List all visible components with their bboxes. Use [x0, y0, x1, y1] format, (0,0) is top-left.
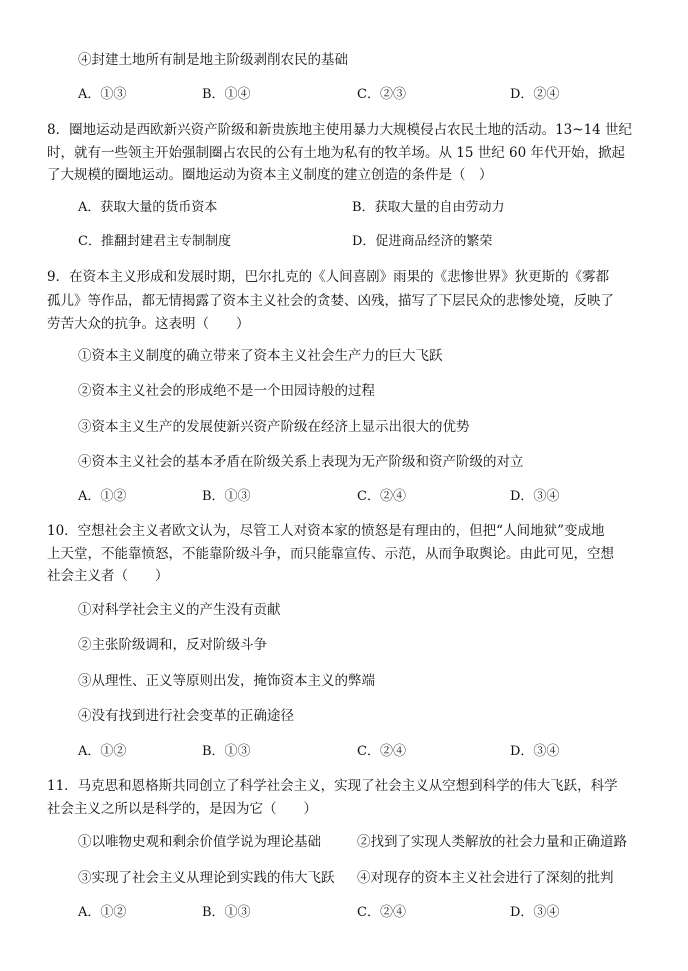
q10-statement-2: ②主张阶级调和，反对阶级斗争	[78, 637, 267, 653]
q9-option-a: A．①②	[78, 489, 127, 504]
q9-stem-line-1: 9．在资本主义形成和发展时期，巴尔扎克的《人间喜剧》雨果的《悲惨世界》狄更斯的《雾都	[47, 269, 610, 285]
q11-option-b: B．①③	[202, 905, 251, 920]
q9-statement-4: ④资本主义社会的基本矛盾在阶级关系上表现为无产阶级和资产阶级的对立	[78, 454, 524, 470]
q7-option-c: C．②③	[357, 87, 406, 102]
q7-option-b: B．①④	[202, 87, 251, 102]
q8-option-d: D．促进商品经济的繁荣	[352, 234, 493, 249]
q10-stem-line-1: 10．空想社会主义者欧文认为，尽管工人对资本家的愤怒是有理由的，但把“人间地狱”变成地	[47, 523, 605, 539]
q11-option-a: A．①②	[78, 905, 127, 920]
q11-stem-line-1: 11．马克思和恩格斯共同创立了科学社会主义，实现了社会主义从空想到科学的伟大飞跃，科学	[47, 778, 618, 794]
q10-statement-1: ①对科学社会主义的产生没有贡献	[78, 602, 281, 618]
q9-statement-2: ②资本主义社会的形成绝不是一个田园诗般的过程	[78, 383, 375, 399]
q9-stem-line-3: 劳苦大众的抗争。这表明（ ）	[47, 316, 250, 332]
q10-option-d: D．③④	[510, 744, 560, 759]
q10-statement-4: ④没有找到进行社会变革的正确途径	[78, 708, 294, 724]
q9-option-c: C．②④	[357, 489, 406, 504]
q7-option-d: D．②④	[510, 87, 560, 102]
q11-statement-4: ④对现存的资本主义社会进行了深刻的批判	[357, 870, 614, 886]
q8-option-c: C．推翻封建君主专制制度	[78, 234, 231, 249]
q10-option-b: B．①③	[202, 744, 251, 759]
q7-statement-4: ④封建土地所有制是地主阶级剥削农民的基础	[78, 52, 348, 68]
q11-option-d: D．③④	[510, 905, 560, 920]
q11-statement-3: ③实现了社会主义从理论到实践的伟大飞跃	[78, 870, 335, 886]
q11-option-c: C．②④	[357, 905, 406, 920]
q10-stem-line-3: 社会主义者（ ）	[47, 568, 169, 584]
q11-statement-2: ②找到了实现人类解放的社会力量和正确道路	[357, 834, 627, 850]
q9-statement-3: ③资本主义生产的发展使新兴资产阶级在经济上显示出很大的优势	[78, 419, 470, 435]
q10-option-c: C．②④	[357, 744, 406, 759]
q8-stem-line-2: 时，就有一些领主开始强制圈占农民的公有土地为私有的牧羊场。从 15 世纪 60 年代开始，掀起	[47, 145, 626, 161]
q9-stem-line-2: 孤儿》等作品，都无情揭露了资本主义社会的贪婪、凶残，描写了下层民众的悲惨处境，反映了	[47, 293, 614, 309]
q10-stem-line-2: 上天堂，不能靠愤怒，不能靠阶级斗争，而只能靠宣传、示范，从而争取舆论。由此可见，空想	[47, 546, 614, 562]
q10-option-a: A．①②	[78, 744, 127, 759]
q10-statement-3: ③从理性、正义等原则出发，掩饰资本主义的弊端	[78, 673, 375, 689]
q9-statement-1: ①资本主义制度的确立带来了资本主义社会生产力的巨大飞跃	[78, 348, 443, 364]
q8-option-a: A．获取大量的货币资本	[78, 200, 218, 215]
q7-option-a: A．①③	[78, 87, 127, 102]
q8-stem-line-1: 8．圈地运动是西欧新兴资产阶级和新贵族地主使用暴力大规模侵占农民土地的活动。13~14 世纪	[47, 122, 633, 138]
q8-option-b: B．获取大量的自由劳动力	[352, 200, 505, 215]
q9-option-b: B．①③	[202, 489, 251, 504]
q11-stem-line-2: 社会主义之所以是科学的，是因为它（ ）	[47, 801, 317, 817]
q8-stem-line-3: 了大规模的圈地运动。圈地运动为资本主义制度的建立创造的条件是（ ）	[47, 167, 493, 183]
q11-statement-1: ①以唯物史观和剩余价值学说为理论基础	[78, 834, 321, 850]
q9-option-d: D．③④	[510, 489, 560, 504]
